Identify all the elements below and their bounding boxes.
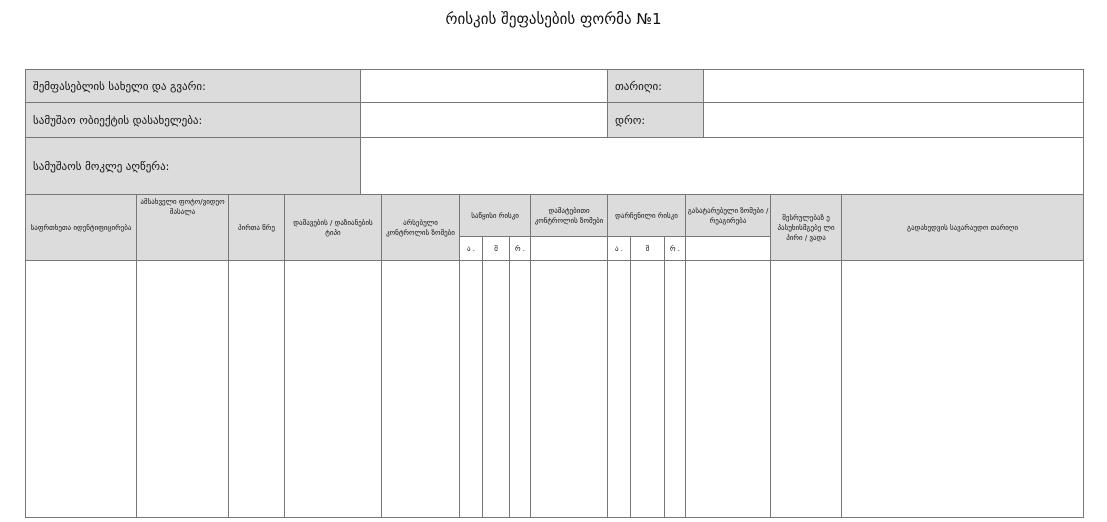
col-persons: პირთა წრე <box>229 195 285 261</box>
sub-a: ა . <box>608 237 631 261</box>
risk-table <box>25 194 1084 518</box>
cell[interactable] <box>483 261 510 518</box>
cell[interactable] <box>842 261 1084 518</box>
sub-sh: შ <box>631 237 665 261</box>
col-review: გადახედვის სავარაუდო თარიღი <box>842 195 1084 261</box>
col-responsible: შესრულებაზ ე პასუხისმგებე ლი პირი / ვადა <box>771 195 842 261</box>
cell[interactable] <box>285 261 382 518</box>
measures-sub <box>686 237 771 261</box>
date-label: თარიღი: <box>608 70 704 103</box>
cell[interactable] <box>771 261 842 518</box>
time-field[interactable] <box>704 103 1084 138</box>
description-field[interactable] <box>361 138 1084 195</box>
col-initial-risk: საწყისი რისკი <box>460 195 531 237</box>
cell[interactable] <box>686 261 771 518</box>
table-row <box>26 261 1084 518</box>
cell[interactable] <box>137 261 229 518</box>
cell[interactable] <box>229 261 285 518</box>
cell[interactable] <box>608 261 631 518</box>
date-field[interactable] <box>704 70 1084 103</box>
col-injury: დაშავების / დაზიანების ტიპი <box>285 195 382 261</box>
cell[interactable] <box>531 261 608 518</box>
object-label: სამუშაო ობიექტის დასახელება: <box>26 103 361 138</box>
cell[interactable] <box>631 261 665 518</box>
assessor-field[interactable] <box>361 70 608 103</box>
description-label: სამუშაოს მოკლე აღწერა: <box>26 138 361 195</box>
col-residual-risk: დარჩენილი რისკი <box>608 195 686 237</box>
cell[interactable] <box>665 261 686 518</box>
page-title: რისკის შეფასების ფორმა №1 <box>445 10 662 28</box>
sub-a: ა . <box>460 237 483 261</box>
col-media: ამსახველი ფოტო/ვიდეო მასალა <box>137 195 229 261</box>
col-hazard: საფრთხეთა იდენტიფიცირება <box>26 195 137 261</box>
time-label: დრო: <box>608 103 704 138</box>
col-existing: არსებული კონტროლის ზომები <box>382 195 460 261</box>
col-measures: გასატარებელი ზომები / რეაგირება <box>686 195 771 237</box>
sub-r: რ . <box>510 237 531 261</box>
sub-sh: შ <box>483 237 510 261</box>
info-table <box>25 69 1084 195</box>
cell[interactable] <box>510 261 531 518</box>
cell[interactable] <box>26 261 137 518</box>
cell[interactable] <box>460 261 483 518</box>
object-field[interactable] <box>361 103 608 138</box>
assessor-label: შემფასებლის სახელი და გვარი: <box>26 70 361 103</box>
sub-r: რ . <box>665 237 686 261</box>
col-additional: დამატებითი კონტროლის ზომები <box>531 195 608 237</box>
cell[interactable] <box>382 261 460 518</box>
additional-sub <box>531 237 608 261</box>
